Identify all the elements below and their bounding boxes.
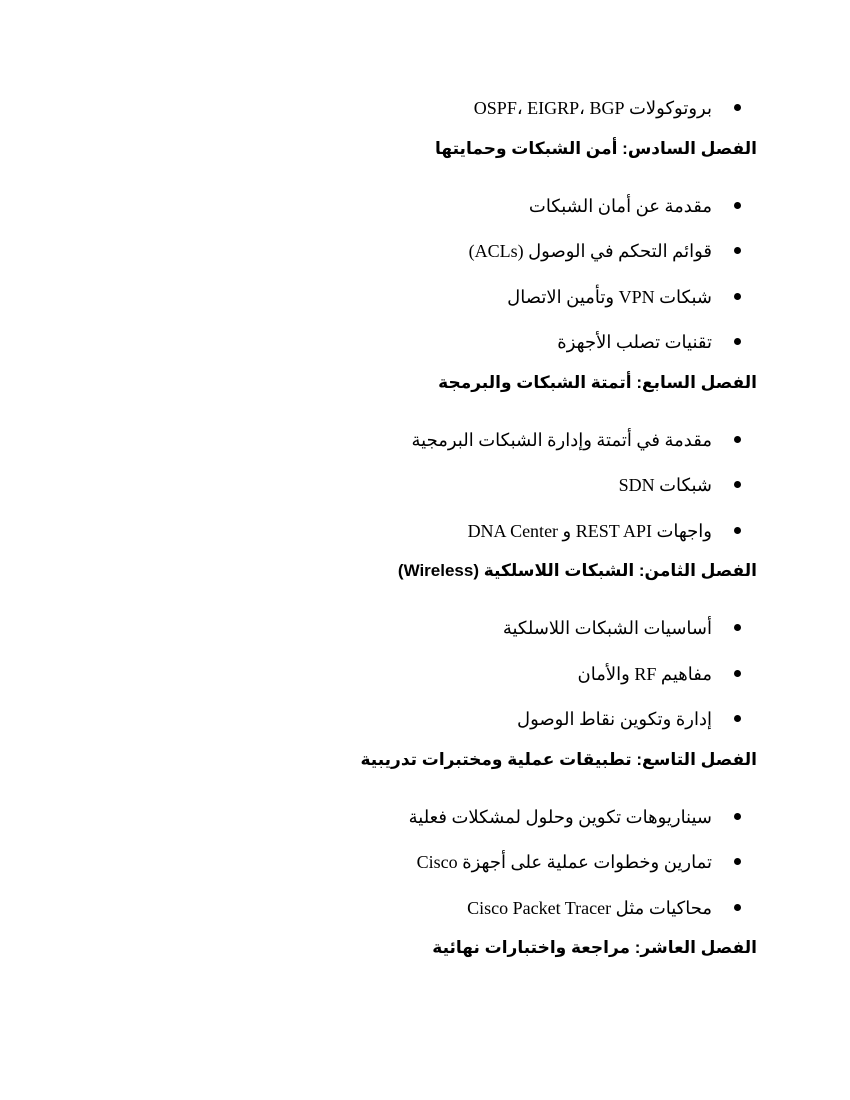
bullet-icon (734, 104, 741, 111)
bullet-icon (734, 624, 741, 631)
list-item: بروتوكولات OSPF، EIGRP، BGP (237, 90, 757, 136)
bullet-list (237, 188, 757, 370)
bullet-list (237, 90, 757, 136)
bullet-list (237, 422, 757, 559)
list-item: مفاهيم RF والأمان (237, 656, 757, 702)
list-item: شبكات SDN (237, 467, 757, 513)
bullet-icon (734, 527, 741, 534)
chapter-heading: الفصل العاشر: مراجعة واختبارات نهائية (432, 938, 757, 957)
chapter-heading: الفصل السابع: أتمتة الشبكات والبرمجة (438, 372, 757, 392)
table-of-contents (237, 90, 757, 979)
list-item: محاكيات مثل Cisco Packet Tracer (237, 890, 757, 936)
bullet-icon (734, 202, 741, 209)
bullet-icon (734, 858, 741, 865)
list-item: سيناريوهات تكوين وحلول لمشكلات فعلية (237, 799, 757, 845)
list-item: شبكات VPN وتأمين الاتصال (237, 279, 757, 325)
bullet-icon (734, 481, 741, 488)
list-item: مقدمة عن أمان الشبكات (237, 188, 757, 234)
list-item: واجهات REST API و DNA Center (237, 513, 757, 559)
bullet-icon (734, 904, 741, 911)
list-item: إدارة وتكوين نقاط الوصول (237, 701, 757, 747)
chapter-heading: الفصل الثامن: الشبكات اللاسلكية (Wireless) (397, 561, 757, 580)
chapter-heading: الفصل السادس: أمن الشبكات وحمايتها (435, 138, 757, 158)
bullet-icon (734, 247, 741, 254)
bullet-list (237, 799, 757, 936)
bullet-icon (734, 338, 741, 345)
bullet-icon (734, 670, 741, 677)
list-item: تمارين وخطوات عملية على أجهزة Cisco (237, 844, 757, 890)
chapter-heading: الفصل التاسع: تطبيقات عملية ومختبرات تدريبية (360, 749, 757, 769)
list-item: تقنيات تصلب الأجهزة (237, 324, 757, 370)
bullet-icon (734, 813, 741, 820)
list-item: مقدمة في أتمتة وإدارة الشبكات البرمجية (237, 422, 757, 468)
bullet-icon (734, 436, 741, 443)
bullet-icon (734, 715, 741, 722)
list-item: قوائم التحكم في الوصول (ACLs) (237, 233, 757, 279)
bullet-list (237, 610, 757, 747)
list-item: أساسيات الشبكات اللاسلكية (237, 610, 757, 656)
bullet-icon (734, 293, 741, 300)
